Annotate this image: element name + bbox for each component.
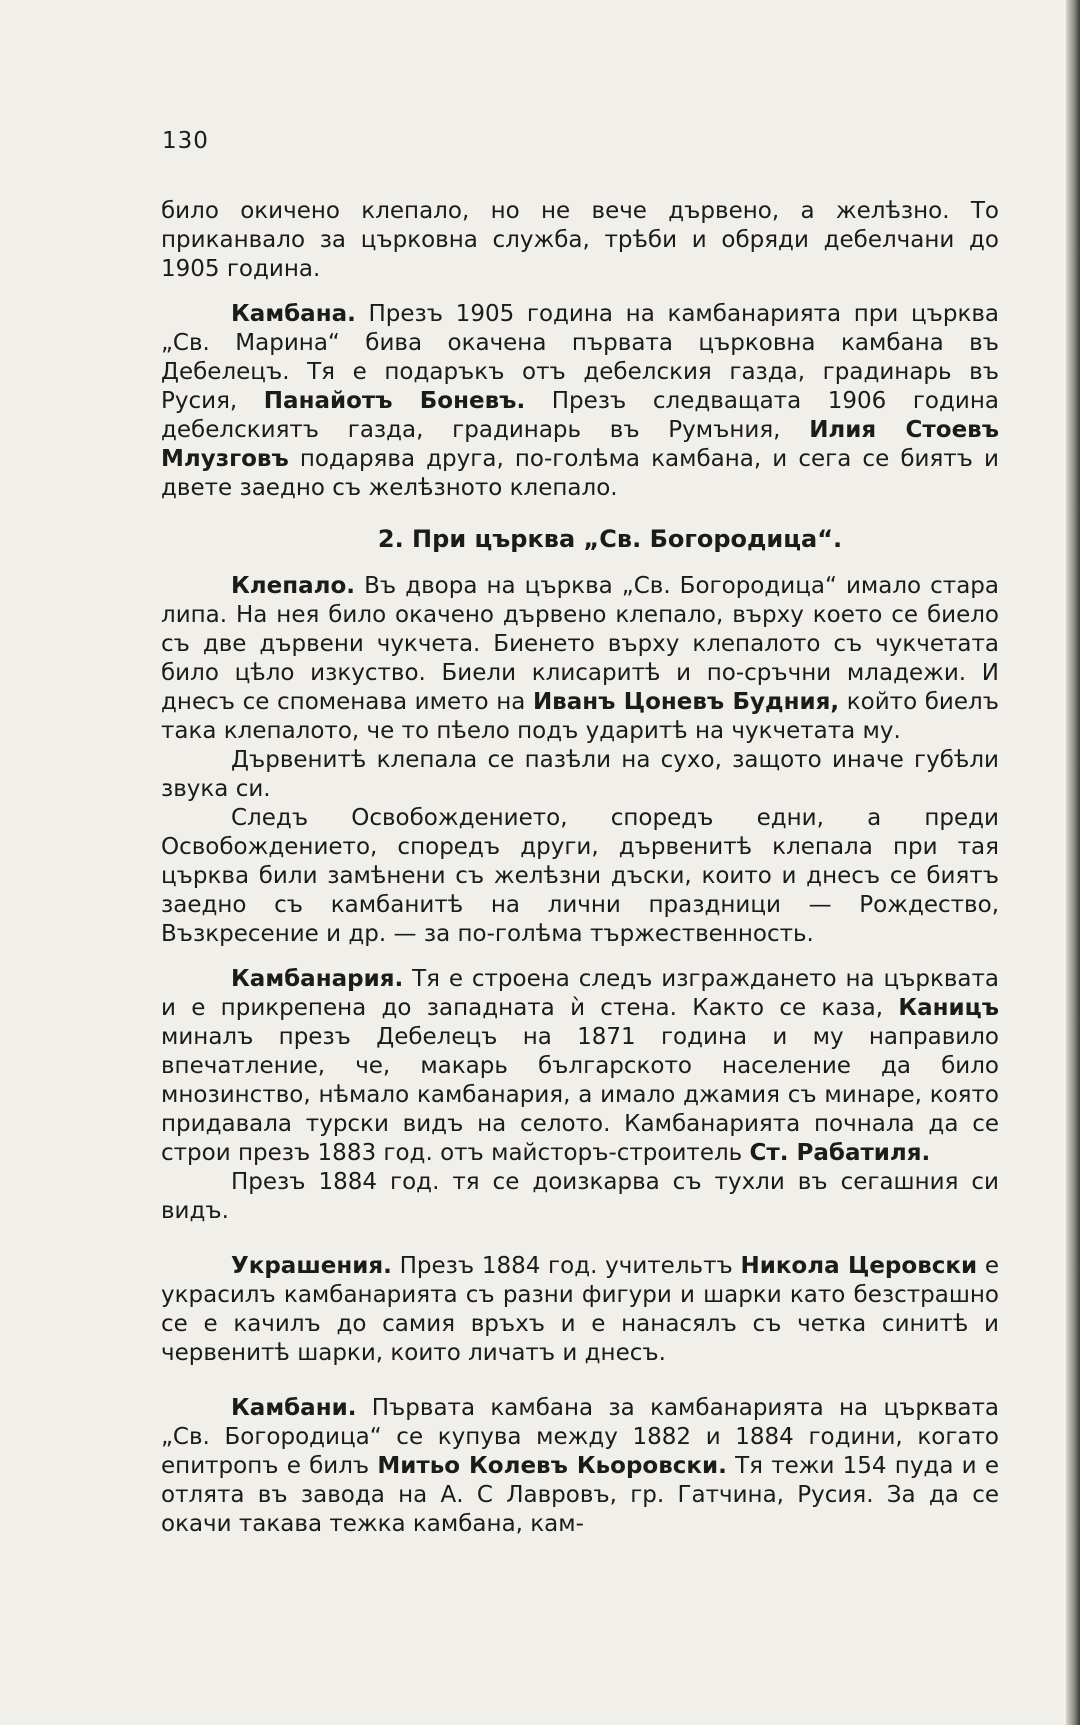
paragraph-dervenite: Дървенитѣ клепала се пазѣли на сухо, защото иначе губѣли звука си. [161,747,999,802]
text: Въ двора на църква „Св. Богородица“ имало стара липа. На нея било окачено дървено клепало, върху което се биело съ две дървени чукчета. Биенето върху клепалото съ чукчетата било цѣло изкуство. Биели клисаритѣ и по-сръчни младежи. И днесъ се споменава името на [161,573,999,715]
text: Тя е строена следъ изграждането на църквата и е прикрепена до западната ѝ стена. Както се каза, [161,966,999,1021]
name-iliya-stoev: Илия Стоевъ Млузговъ [161,417,1000,472]
paragraph-1: било окичено клепало, но не вече дървено, а желѣзно. То приканвало за църковна служба, трѣби и обряди дебелчани до 1905 година. [161,198,999,282]
text: миналъ презъ Дебелецъ на 1871 година и му направило впечатление, че, макарь българското население да било мнозинство, нѣмало камбанария, а имало джамия съ минаре, която придавала турски видъ на селото. Камбанарията почнала да се строи презъ 1883 год. отъ майсторъ-строитель [161,1024,999,1166]
paragraph-klepalo [161,572,999,746]
paragraph-ukrasheniya [161,1252,999,1368]
name-ivan-tsonev: Иванъ Цоневъ Будния, [532,689,840,715]
term-kambanariya: Камбанария. [231,966,404,992]
text: Презъ следващата 1906 година дебелскиятъ газда, градинарь въ Румъния, [161,388,999,443]
paragraph-kambanariya [161,965,999,1168]
text: подарява друга, по-голѣма камбана, и сега се биятъ и двете заедно съ желѣзното клепало. [161,446,999,501]
name-st-rabatilya: Ст. Рабатиля. [749,1140,931,1166]
term-kambani: Камбани. [231,1395,357,1421]
name-panayot-bonev: Панайотъ Боневъ. [263,388,526,414]
text: Презъ 1905 година на камбанарията при църква „Св. Марина“ бива окачена първата църковна камбана въ Дебелецъ. Тя е подаръкъ отъ дебелския газда, градинарь въ Русия, [161,301,999,414]
text: Презъ 1884 год. учительтъ [391,1253,741,1279]
name-nikola-tserovski: Никола Церовски [740,1253,978,1279]
paragraph-kambana [161,300,999,503]
text: е украсилъ камбанарията съ разни фигури и шарки като безстрашно се е качилъ до самия връхъ и е нанасялъ съ четка синитѣ и червенитѣ шарки, които личатъ и днесъ. [161,1253,999,1366]
paragraph-osvobojdenie: Следъ Освобождението, споредъ едни, а преди Освобождението, споредъ други, дървенитѣ клепала при тая църква били замѣнени съ желѣзни дъски, които и днесъ се биятъ заедно съ камбанитѣ на лични праздници — Рождество, Възкресение и др. — за по-голѣма тържественность. [161,805,999,947]
section-heading: 2. При църква „Св. Богородица“. [377,525,843,553]
text: Първата камбана за камбанарията на църквата „Св. Богородица“ се купува между 1882 и 1884 години, когато епитропъ е билъ [161,1395,999,1479]
term-klepalo: Клепало. [231,573,356,599]
term-ukrasheniya: Украшения. [231,1253,392,1279]
body-text [161,197,999,1539]
text: Тя тежи 154 пуда и е отлята въ завода на А. С Лавровъ, гр. Гатчина, Русия. За да се окачи такава тежка камбана, кам- [161,1453,999,1537]
term-kambana: Камбана. [231,301,356,327]
paragraph-1884: Презъ 1884 год. тя се доизкарва съ тухли въ сегашния си видъ. [161,1169,999,1224]
name-mityo-kolev: Митьо Колевъ Кьоровски. [377,1453,727,1479]
text: който биелъ така клепалото, че то пѣело подъ ударитѣ на чукчетата му. [161,689,999,744]
paragraph-kambani [161,1394,999,1539]
page-edge [1066,0,1080,1725]
page-number: 130 [162,128,209,154]
name-kanits: Каницъ [898,995,999,1021]
